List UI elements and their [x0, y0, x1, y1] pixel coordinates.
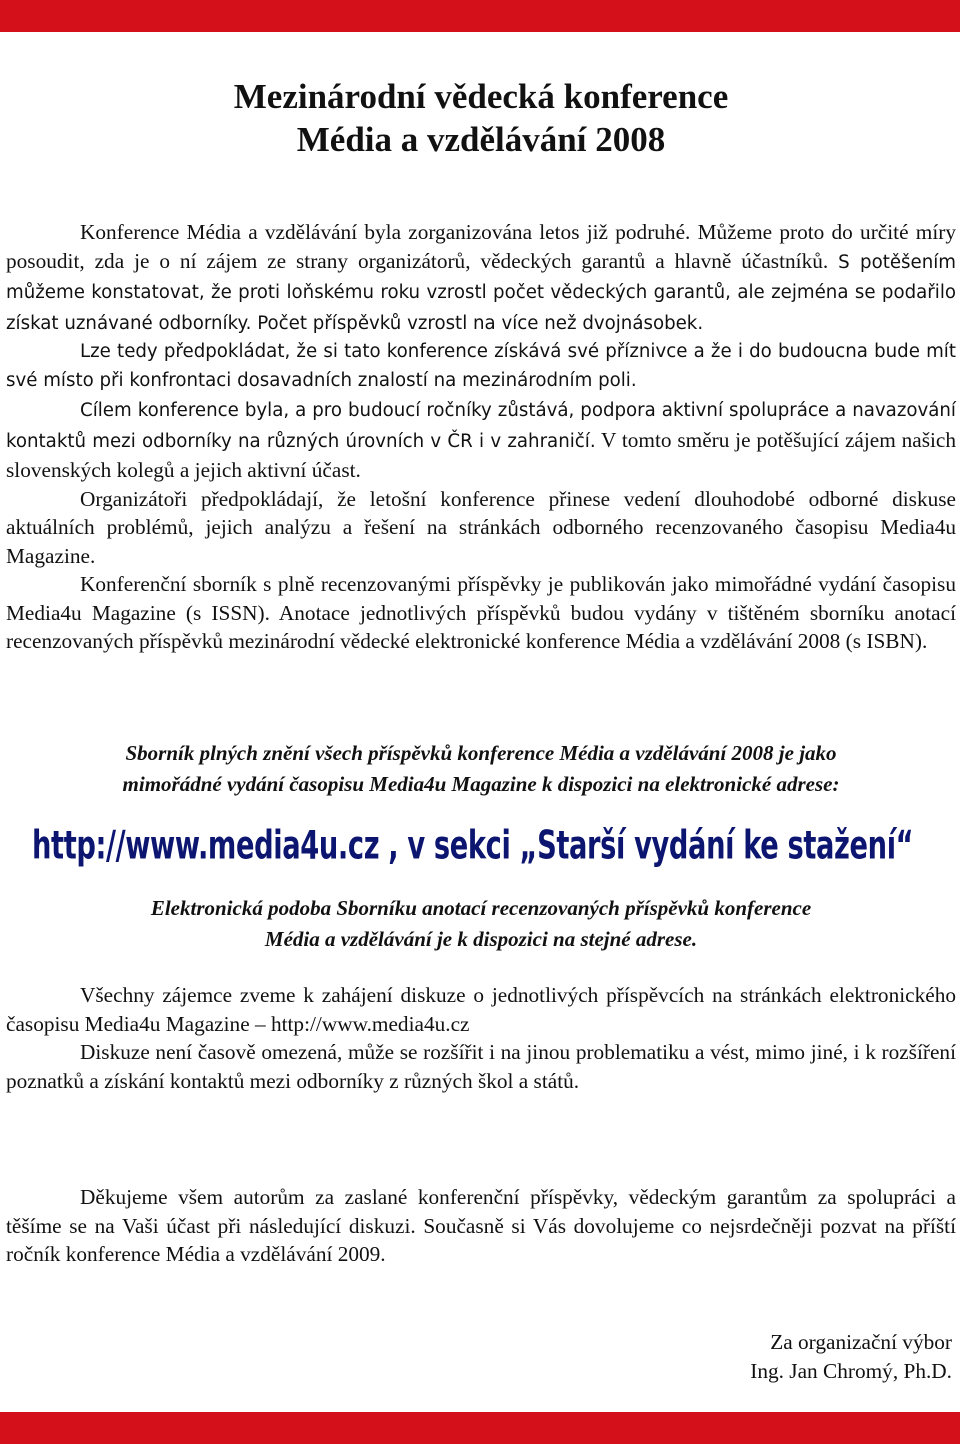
annotations-notice-line-2: Média a vzdělávání je k dispozici na stejné adrese. [264, 927, 698, 951]
paragraph-organizers: Organizátoři předpokládají, že letošní konference přinese vedení dlouhodobé odborné diskuse aktuálních problémů, jejich analýzu a řešení na stránkách odborného recenzovaného časopisu Media4u Magazine. [6, 486, 956, 568]
discussion-section [6, 981, 956, 1095]
paragraph-proceedings: Konferenční sborník s plně recenzovanými příspěvky je publikován jako mimořádné vydání časopisu Media4u Magazine (s ISSN). Anotace jednotlivých příspěvků budou vydány v tištěném sborníku anotací recenzovaných příspěvků mezinárodní vědecké elektronické konference Média a vzdělávání 2008 (s ISBN). [6, 572, 956, 653]
paragraph-intro-sans: S potěšením můžeme konstatovat, že proti loňskému roku vzrostl počet vědeckých garantů, ale zejména se podařilo získat uznávané odborníky. Počet příspěvků vzrostl na více než dvojnásobek. [6, 251, 957, 334]
bottom-red-bar [0, 1412, 960, 1444]
paragraph-intro [6, 218, 956, 338]
paragraph-goals [6, 395, 956, 485]
download-url-link[interactable]: http://www.media4u.cz , v sekci „Starší vydání ke stažení“ [32, 823, 914, 869]
signature-committee: Za organizační výbor [770, 1330, 952, 1354]
paragraph-thanks: Děkujeme všem autorům za zaslané konferenční příspěvky, vědeckým garantům za spolupráci a těšíme se na Vaši účast při následující diskuzi. Současně si Vás dovolujeme co nejsrdečněji pozvat na příští ročník konference Média a vzdělávání 2009. [6, 1185, 956, 1266]
proceedings-notice-line-1: Sborník plných znění všech příspěvků konference Média a vzdělávání 2008 je jako [125, 741, 837, 765]
top-red-bar [0, 0, 960, 32]
paragraph-expectations: Lze tedy předpokládat, že si tato konference získává své příznivce a že i do budoucna bude mít své místo při konfrontaci dosavadních znalostí na mezinárodním poli. [6, 341, 956, 391]
annotations-notice [6, 893, 956, 955]
title-line-2: Média a vzdělávání 2008 [296, 120, 666, 159]
paragraph-goals-sans: Cílem konference byla, a pro budoucí ročníky zůstává, podpora aktivní spolupráce a navazování kontaktů mezi odborníky na různých úrovních v ČR i v zahraničí. [6, 400, 956, 452]
title-line-1: Mezinárodní vědecká konference [233, 77, 729, 116]
paragraph-discussion-open: Diskuze není časově omezená, může se rozšířit i na jinou problematiku a vést, mimo jiné, i k rozšíření poznatků a získání kontaktů mezi odborníky z různých škol a států. [6, 1040, 956, 1093]
annotations-notice-line-1: Elektronická podoba Sborníku anotací recenzovaných příspěvků konference [150, 896, 812, 920]
intro-section [6, 218, 956, 656]
closing-section [6, 1183, 956, 1269]
signature-block [750, 1328, 952, 1385]
paragraph-goals-serif: V tomto směru je potěšující zájem našich slovenských kolegů a jejich aktivní účast. [6, 427, 956, 482]
signature-name: Ing. Jan Chromý, Ph.D. [750, 1358, 952, 1383]
paragraph-discussion-invite: Všechny zájemce zveme k zahájení diskuze o jednotlivých příspěvcích na stránkách elektronického časopisu Media4u Magazine – http://www.media4u.cz [6, 983, 956, 1036]
proceedings-notice-line-2: mimořádné vydání časopisu Media4u Magazine k dispozici na elektronické adrese: [122, 772, 840, 796]
proceedings-notice [6, 738, 956, 800]
paragraph-intro-serif: Konference Média a vzdělávání byla zorganizována letos již podruhé. Můžeme proto do určité míry posoudit, zda je o ní zájem ze strany organizátorů, vědeckých garantů a hlavně účastníků. [6, 220, 956, 273]
